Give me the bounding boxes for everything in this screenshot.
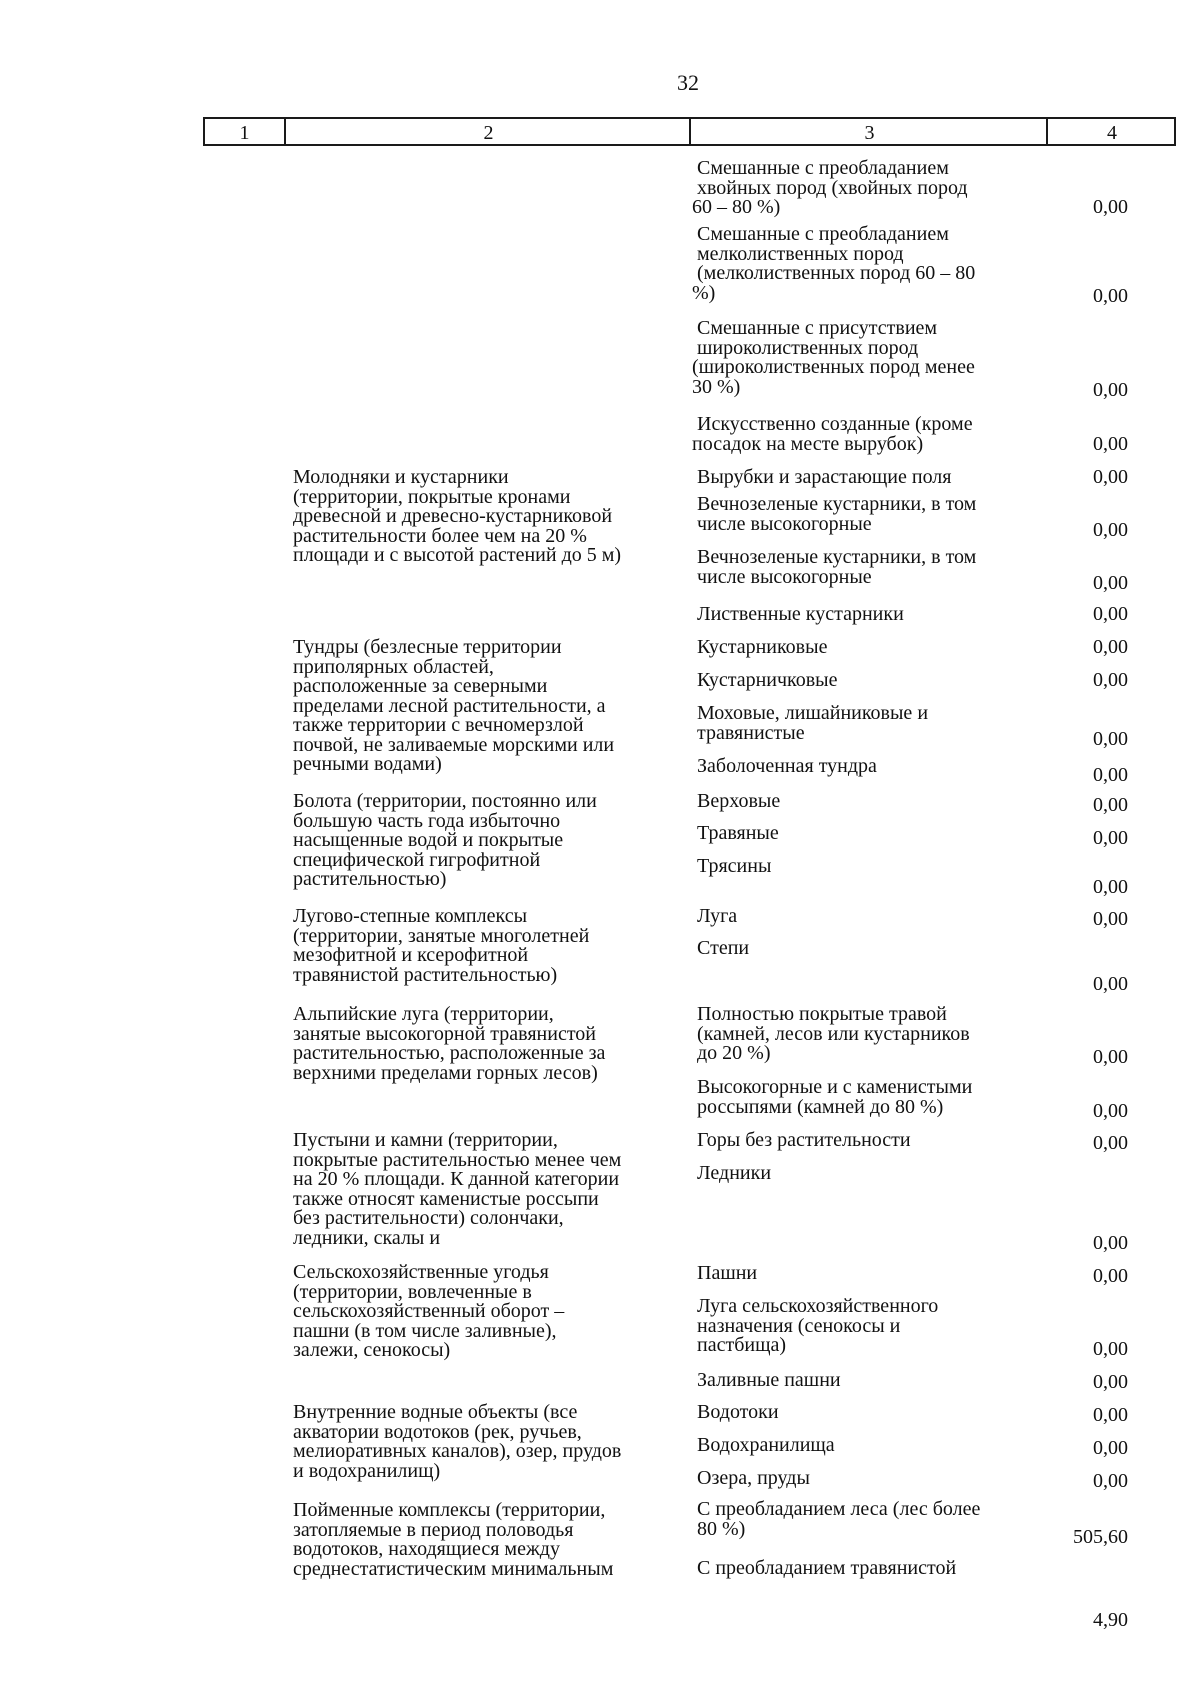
category-cell-line: пределами лесной растительности, а <box>293 694 606 717</box>
value-cell: 0,00 <box>1093 973 1128 995</box>
category-cell-line: Болота (территории, постоянно или <box>293 790 597 812</box>
category-cell-line: Сельскохозяйственные угодья <box>293 1261 549 1283</box>
subcategory-cell-line: до 20 %) <box>697 1042 771 1064</box>
subcategory-cell-line: Лиственные кустарники <box>697 603 904 625</box>
header-cell-3: 3 <box>689 119 1048 144</box>
category-cell-line: растительности более чем на 20 % <box>293 524 587 547</box>
subcategory-cell-line: Заболоченная тундра <box>697 755 877 777</box>
subcategory-cell-line: 60 – 80 %) <box>692 196 781 218</box>
category-cell-line: Молодняки и кустарники <box>293 466 509 488</box>
subcategory-cell-line: Кустарниковые <box>697 636 828 658</box>
category-cell-line: Лугово-степные комплексы <box>293 905 528 927</box>
value-cell: 0,00 <box>1093 1437 1128 1459</box>
subcategory-cell-line: Луга <box>697 905 738 927</box>
subcategory-cell-line: Вечнозеленые кустарники, в том <box>697 493 977 515</box>
category-cell-line: древесной и древесно-кустарниковой <box>293 505 613 527</box>
subcategory-cell-line: С преобладанием леса (лес более <box>697 1498 981 1520</box>
category-cell-line: мелиоративных каналов), озер, прудов <box>293 1440 622 1462</box>
category-cell-line: специфической гигрофитной <box>293 848 541 871</box>
value-cell: 0,00 <box>1093 764 1128 786</box>
subcategory-cell-line: Искусственно созданные (кроме <box>697 413 973 435</box>
subcategory-cell-line: Пашни <box>697 1262 758 1284</box>
value-cell: 0,00 <box>1093 908 1128 930</box>
category-cell-line: приполярных областей, <box>293 655 494 678</box>
subcategory-cell-line: Водохранилища <box>697 1434 835 1456</box>
subcategory-cell-line: Ледники <box>697 1162 772 1184</box>
value-cell: 0,00 <box>1093 466 1128 488</box>
subcategory-cell-line: Верховые <box>697 790 781 812</box>
category-cell-line: среднестатистическим минимальным <box>293 1557 614 1580</box>
value-cell: 0,00 <box>1093 1470 1128 1492</box>
subcategory-cell-line: россыпями (камней до 80 %) <box>697 1095 944 1118</box>
subcategory-cell-line: Луга сельскохозяйственного <box>697 1295 939 1317</box>
value-cell: 0,00 <box>1093 196 1128 218</box>
category-cell-line: покрытые растительностью менее чем <box>293 1148 622 1171</box>
category-cell-line: также относят каменистые россыпи <box>293 1187 599 1210</box>
subcategory-cell-line: (широколиственных пород менее <box>692 356 975 378</box>
value-cell: 0,00 <box>1093 519 1128 541</box>
header-cell-1: 1 <box>239 122 250 144</box>
subcategory-cell-line: Смешанные с преобладанием <box>697 157 949 179</box>
subcategory-cell-line: Высокогорные и с каменистыми <box>697 1076 973 1098</box>
subcategory-cell-line: Вечнозеленые кустарники, в том <box>697 546 977 568</box>
category-cell-line: почвой, не заливаемые морскими или <box>293 733 615 756</box>
category-cell-line: (территории, покрытые кронами <box>293 485 571 508</box>
subcategory-cell-line: Полностью покрытые травой <box>697 1003 947 1025</box>
category-cell-line: без растительности) солончаки, <box>293 1207 564 1229</box>
subcategory-cell-line: %) <box>692 281 716 304</box>
value-cell: 0,00 <box>1093 603 1128 625</box>
category-cell-line: большую часть года избыточно <box>293 809 561 832</box>
subcategory-cell-line: травянистые <box>697 721 805 744</box>
category-cell-line: площади и с высотой растений до 5 м) <box>293 544 622 566</box>
value-cell: 0,00 <box>1093 636 1128 658</box>
category-cell-line: (территории, занятые многолетней <box>293 924 590 947</box>
category-cell-line: (территории, вовлеченные в <box>293 1280 532 1303</box>
subcategory-cell-line: числе высокогорные <box>697 512 872 535</box>
value-cell: 505,60 <box>1073 1526 1128 1548</box>
category-cell-line: сельскохозяйственный оборот – <box>293 1300 565 1322</box>
value-cell: 0,00 <box>1093 1232 1128 1254</box>
subcategory-cell-line: Горы без растительности <box>697 1129 911 1151</box>
value-cell: 0,00 <box>1093 1046 1128 1068</box>
subcategory-cell-line: Моховые, лишайниковые и <box>697 702 929 724</box>
subcategory-cell-line: пастбища) <box>697 1334 787 1356</box>
value-cell: 0,00 <box>1093 379 1128 401</box>
value-cell: 0,00 <box>1093 1265 1128 1287</box>
value-cell: 0,00 <box>1093 827 1128 849</box>
category-cell-line: ледники, скалы и <box>293 1226 441 1249</box>
category-cell-line: затопляемые в период половодья <box>293 1518 574 1541</box>
value-cell: 0,00 <box>1093 794 1128 816</box>
subcategory-cell-line: числе высокогорные <box>697 565 872 588</box>
value-cell: 0,00 <box>1093 728 1128 750</box>
category-cell-line: мезофитной и ксерофитной <box>293 944 529 966</box>
subcategory-cell-line: 80 %) <box>697 1517 746 1540</box>
category-cell-line: верхними пределами горных лесов) <box>293 1061 598 1084</box>
value-cell: 0,00 <box>1093 1338 1128 1360</box>
subcategory-cell-line: 30 %) <box>692 375 741 398</box>
subcategory-cell-line: Смешанные с присутствием <box>697 317 938 339</box>
table-header <box>203 117 1176 146</box>
value-cell: 0,00 <box>1093 433 1128 455</box>
value-cell: 0,00 <box>1093 1404 1128 1426</box>
category-cell-line: Тундры (безлесные территории <box>293 636 562 658</box>
value-cell: 0,00 <box>1093 1100 1128 1122</box>
header-cell-2: 2 <box>284 119 691 144</box>
category-cell-line: травянистой растительностью) <box>293 963 558 986</box>
subcategory-cell-line: (мелколиственных пород 60 – 80 <box>697 262 976 284</box>
subcategory-cell-line: Кустарничковые <box>697 669 838 691</box>
value-cell: 0,00 <box>1093 1371 1128 1393</box>
category-cell-line: расположенные за северными <box>293 675 548 697</box>
subcategory-cell-line: мелколиственных пород <box>697 242 904 265</box>
page-number: 32 <box>677 70 699 95</box>
category-cell-line: Пойменные комплексы (территории, <box>293 1499 606 1521</box>
category-cell-line: Внутренние водные объекты (все <box>293 1401 578 1423</box>
category-cell-line: занятые высокогорной травянистой <box>293 1022 597 1045</box>
subcategory-cell-line: хвойных пород (хвойных пород <box>697 176 968 199</box>
subcategory-cell-line: Трясины <box>697 855 772 877</box>
value-cell: 0,00 <box>1093 572 1128 594</box>
subcategory-cell-line: Смешанные с преобладанием <box>697 223 949 245</box>
subcategory-cell-line: назначения (сенокосы и <box>697 1314 901 1337</box>
value-cell: 0,00 <box>1093 876 1128 898</box>
subcategory-cell-line: Степи <box>697 937 750 959</box>
value-cell: 4,90 <box>1093 1609 1128 1631</box>
subcategory-cell-line: Травяные <box>697 822 779 844</box>
category-cell-line: залежи, сенокосы) <box>293 1339 451 1361</box>
subcategory-cell-line: Заливные пашни <box>697 1369 841 1391</box>
category-cell-line: речными водами) <box>293 753 442 775</box>
category-cell-line: растительностью) <box>293 868 447 890</box>
category-cell-line: Альпийские луга (территории, <box>293 1003 554 1025</box>
value-cell: 0,00 <box>1093 669 1128 691</box>
value-cell: 0,00 <box>1093 1132 1128 1154</box>
category-cell-line: пашни (в том числе заливные), <box>293 1319 557 1342</box>
subcategory-cell-line: (камней, лесов или кустарников <box>697 1022 970 1045</box>
subcategory-cell-line: Озера, пруды <box>697 1467 810 1489</box>
category-cell-line: на 20 % площади. К данной категории <box>293 1168 620 1190</box>
category-cell-line: водотоков, находящиеся между <box>293 1538 560 1560</box>
category-cell-line: также территории с вечномерзлой <box>293 714 584 736</box>
value-cell: 0,00 <box>1093 285 1128 307</box>
subcategory-cell-line: широколиственных пород <box>697 336 919 359</box>
subcategory-cell-line: Вырубки и зарастающие поля <box>697 466 952 488</box>
category-cell-line: акватории водотоков (рек, ручьев, <box>293 1420 582 1443</box>
category-cell-line: насыщенные водой и покрытые <box>293 829 564 851</box>
category-cell-line: и водохранилищ) <box>293 1459 441 1482</box>
category-cell-line: растительностью, расположенные за <box>293 1042 606 1064</box>
subcategory-cell-line: Водотоки <box>697 1401 779 1423</box>
subcategory-cell-line: С преобладанием травянистой <box>697 1557 957 1579</box>
header-cell-4: 4 <box>1046 119 1176 144</box>
category-cell-line: Пустыни и камни (территории, <box>293 1129 558 1151</box>
subcategory-cell-line: посадок на месте вырубок) <box>692 432 924 455</box>
